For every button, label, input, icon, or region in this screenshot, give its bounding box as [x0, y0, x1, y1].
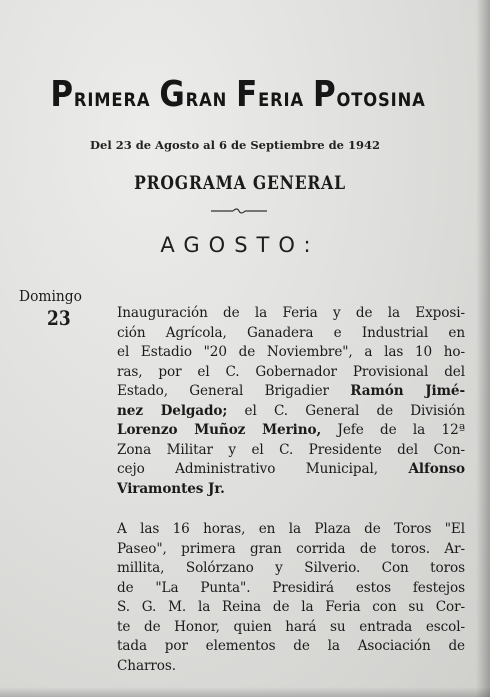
text-run: A las 16 horas, en la Plaza de Toros "El [117, 521, 465, 537]
page-edge-shadow [476, 0, 490, 697]
month-heading: AGOSTO: [160, 233, 320, 257]
text-line [117, 363, 465, 383]
text-run: cejo Administrativo Municipal, [117, 461, 409, 477]
text-run: Zona Militar y el C. Presidente del Con- [117, 441, 465, 458]
text-run: Inauguración de la Feria y de la Exposi- [117, 305, 465, 321]
text-run: tada por elementos de la Asociación de [117, 638, 465, 654]
text-run: te de Honor, quien hará su entrada escol- [117, 618, 465, 635]
text-line [117, 579, 465, 599]
document-title [49, 74, 427, 115]
text-line [117, 559, 465, 579]
text-run: S. G. M. la Reina de la Feria con su Cor- [117, 599, 465, 615]
text-run: Paseo", primera gran corrida de toros. Ar- [117, 540, 465, 557]
text-line [117, 598, 465, 618]
text-line [117, 343, 465, 363]
paragraph-bullfight [117, 520, 465, 676]
text-line [117, 382, 465, 402]
title-word: otosina [336, 82, 426, 113]
text-line [117, 520, 465, 540]
text-run: Charros. [117, 657, 176, 674]
page-bottom-shadow [0, 687, 490, 697]
title-initial: G [159, 74, 186, 115]
text-run: millita, Solórzano y Silverio. Con toros [117, 560, 465, 576]
text-line [117, 618, 465, 638]
day-number: 23 [47, 306, 71, 330]
event-dates: Del 23 de Agosto al 6 de Septiembre de 1942 [90, 138, 380, 152]
text-run: ción Agrícola, Ganadera e Industrial en [117, 324, 465, 341]
text-line [117, 402, 465, 422]
bold-name: Lorenzo Muñoz Merino, [117, 422, 322, 438]
text-line [117, 637, 465, 657]
bold-name: Viramontes Jr. [117, 480, 225, 497]
text-line [117, 540, 465, 560]
text-line [117, 324, 465, 344]
title-initial: F [236, 74, 259, 115]
day-name: Domingo [19, 287, 82, 305]
divider-ornament-icon [209, 206, 269, 216]
text-run: el Estadio "20 de Noviembre", a las 10 ho- [117, 344, 465, 360]
title-initial: P [312, 74, 337, 115]
text-line [117, 421, 465, 441]
paragraph-inauguration [117, 304, 465, 499]
text-line [117, 480, 465, 500]
bold-name: nez Delgado; [117, 402, 228, 419]
program-subtitle: PROGRAMA GENERAL [134, 172, 346, 194]
title-word: eria [258, 82, 313, 113]
text-line [117, 460, 465, 480]
text-run: el C. General de División [227, 402, 465, 419]
text-run: Estado, General Brigadier [117, 383, 351, 399]
text-line [117, 657, 465, 677]
text-run: Jefe de la 12ª [321, 422, 466, 438]
title-word: ran [185, 82, 237, 113]
text-line [117, 441, 465, 461]
bold-name: Ramón Jimé- [350, 383, 465, 399]
text-line [117, 304, 465, 324]
text-run: de "La Punta". Presidirá estos festejos [117, 579, 465, 596]
title-initial: P [50, 74, 74, 115]
bold-name: Alfonso [408, 461, 465, 477]
text-run: ras, por el C. Gobernador Provisional del [117, 363, 465, 380]
title-word: rimera [73, 82, 160, 113]
